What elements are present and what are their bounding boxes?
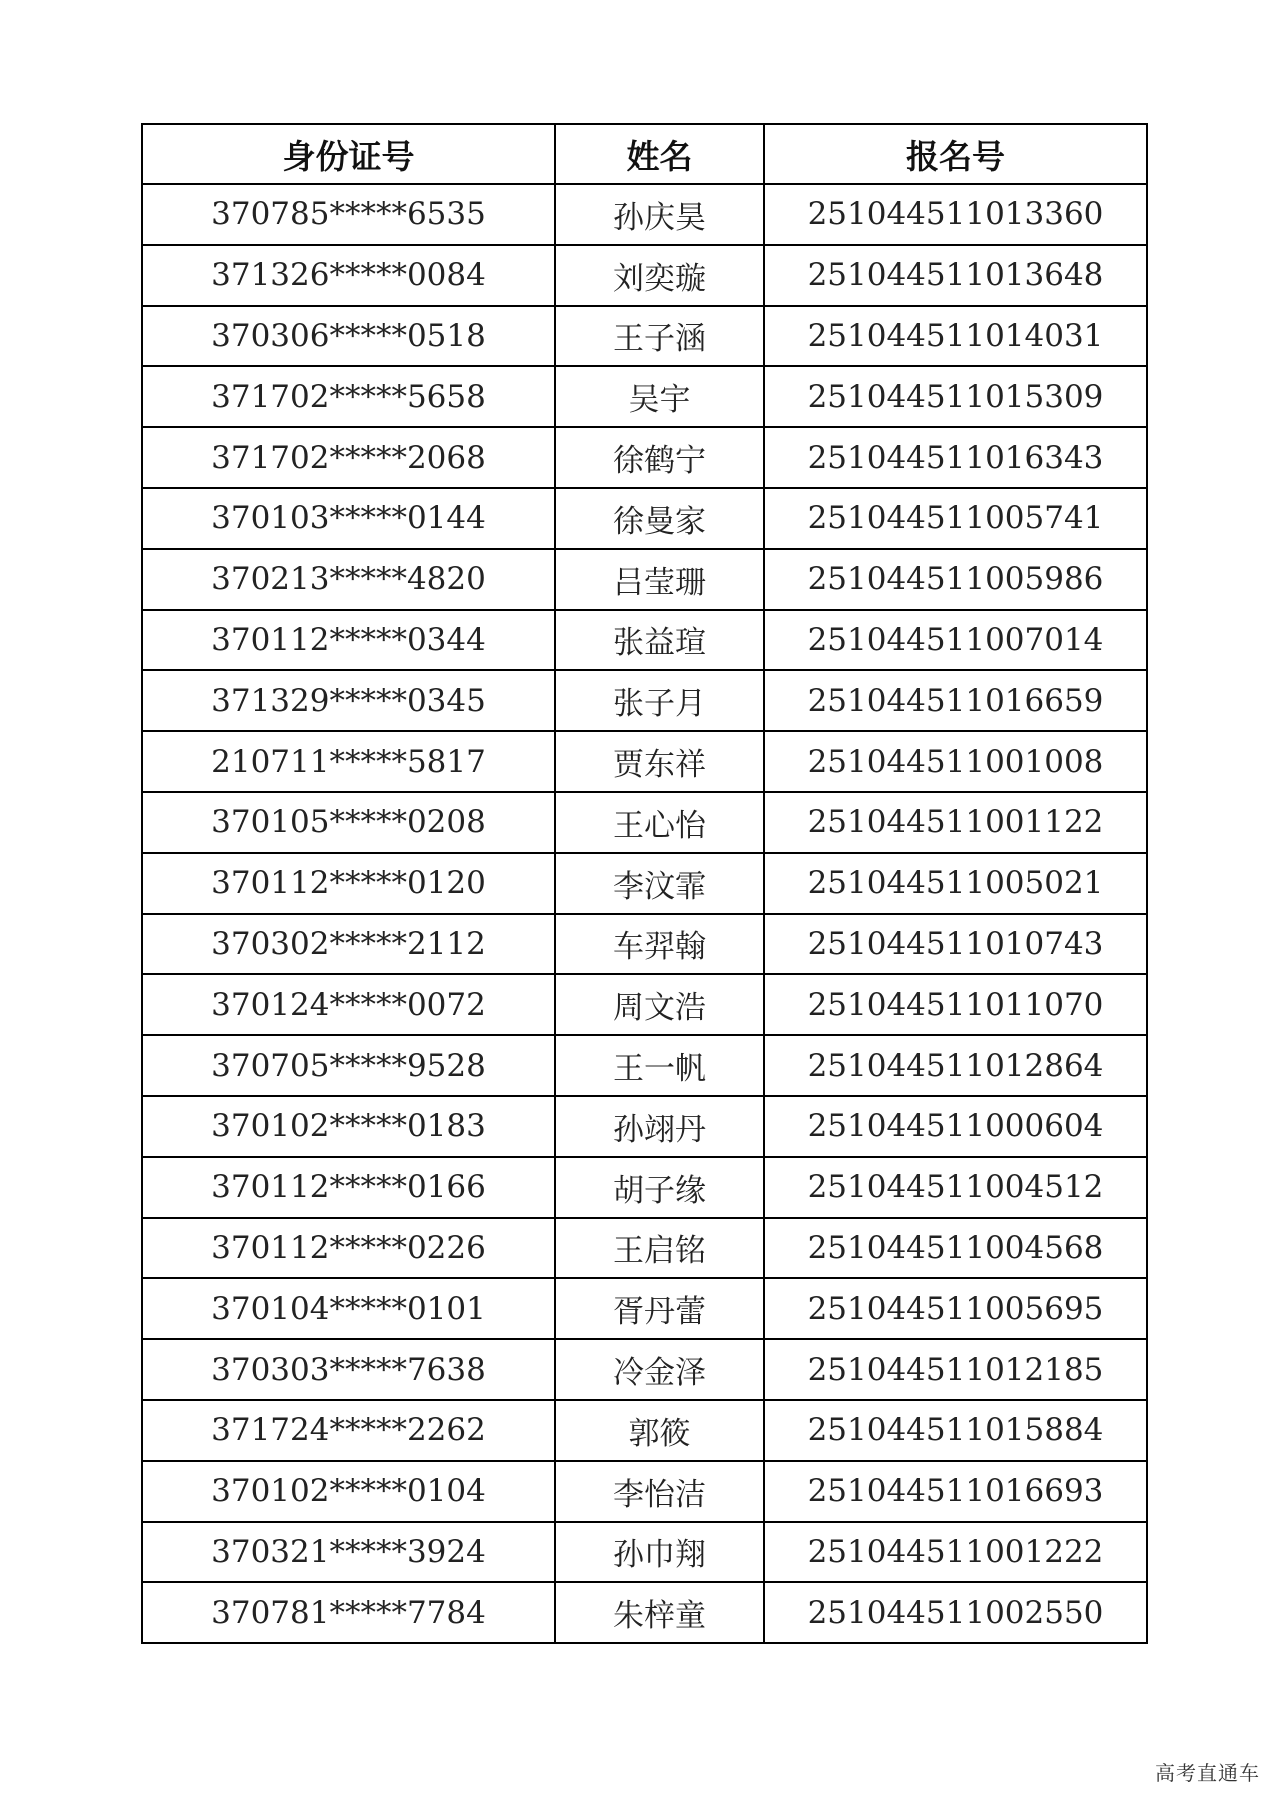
id-number-cell: 370102*****0104 [142, 1461, 555, 1522]
table-row [142, 1339, 1147, 1400]
table-row [142, 1096, 1147, 1157]
table-row [142, 1522, 1147, 1583]
header-registration-number: 报名号 [764, 124, 1147, 184]
name-cell: 吕莹珊 [555, 549, 764, 610]
registration-number-cell: 251044511001008 [764, 731, 1147, 792]
name-cell: 吴宇 [555, 366, 764, 427]
id-number-cell: 371724*****2262 [142, 1400, 555, 1461]
table-row [142, 306, 1147, 367]
table-row [142, 853, 1147, 914]
name-cell: 王启铭 [555, 1218, 764, 1279]
name-cell: 胡子缘 [555, 1157, 764, 1218]
header-name: 姓名 [555, 124, 764, 184]
registration-number-cell: 251044511013648 [764, 245, 1147, 306]
registration-number-cell: 251044511015309 [764, 366, 1147, 427]
name-cell: 孙庆昊 [555, 184, 764, 245]
table-row [142, 731, 1147, 792]
table-body [142, 184, 1147, 1643]
name-cell: 冷金泽 [555, 1339, 764, 1400]
id-number-cell: 370103*****0144 [142, 488, 555, 549]
registration-number-cell: 251044511004512 [764, 1157, 1147, 1218]
table-row [142, 366, 1147, 427]
id-number-cell: 370705*****9528 [142, 1035, 555, 1096]
registration-number-cell: 251044511016693 [764, 1461, 1147, 1522]
id-number-cell: 370321*****3924 [142, 1522, 555, 1583]
name-cell: 朱梓童 [555, 1582, 764, 1643]
registration-number-cell: 251044511005741 [764, 488, 1147, 549]
name-cell: 李怡洁 [555, 1461, 764, 1522]
name-cell: 张子月 [555, 670, 764, 731]
table-row [142, 1035, 1147, 1096]
id-number-cell: 210711*****5817 [142, 731, 555, 792]
name-cell: 王一帆 [555, 1035, 764, 1096]
id-number-cell: 370112*****0226 [142, 1218, 555, 1279]
id-number-cell: 371326*****0084 [142, 245, 555, 306]
table-row [142, 1218, 1147, 1279]
table-row [142, 549, 1147, 610]
name-cell: 张益瑄 [555, 610, 764, 671]
table-row [142, 1278, 1147, 1339]
table-row [142, 610, 1147, 671]
table-row [142, 914, 1147, 975]
id-number-cell: 371329*****0345 [142, 670, 555, 731]
registration-number-cell: 251044511005021 [764, 853, 1147, 914]
name-cell: 徐曼家 [555, 488, 764, 549]
name-cell: 郭筱 [555, 1400, 764, 1461]
watermark-text: 高考直通车 [1155, 1761, 1260, 1785]
name-cell: 周文浩 [555, 974, 764, 1035]
table-row [142, 427, 1147, 488]
name-cell: 胥丹蕾 [555, 1278, 764, 1339]
registration-number-cell: 251044511011070 [764, 974, 1147, 1035]
id-number-cell: 370112*****0166 [142, 1157, 555, 1218]
registration-number-cell: 251044511001122 [764, 792, 1147, 853]
id-number-cell: 370213*****4820 [142, 549, 555, 610]
registration-number-cell: 251044511007014 [764, 610, 1147, 671]
registration-number-cell: 251044511010743 [764, 914, 1147, 975]
table-row [142, 974, 1147, 1035]
table-row [142, 670, 1147, 731]
id-number-cell: 370104*****0101 [142, 1278, 555, 1339]
id-number-cell: 370105*****0208 [142, 792, 555, 853]
table-row [142, 184, 1147, 245]
id-number-cell: 370303*****7638 [142, 1339, 555, 1400]
name-cell: 孙巾翔 [555, 1522, 764, 1583]
registration-number-cell: 251044511004568 [764, 1218, 1147, 1279]
header-id-number: 身份证号 [142, 124, 555, 184]
table-row [142, 1461, 1147, 1522]
id-number-cell: 371702*****5658 [142, 366, 555, 427]
name-cell: 孙翊丹 [555, 1096, 764, 1157]
registration-number-cell: 251044511000604 [764, 1096, 1147, 1157]
name-cell: 王子涵 [555, 306, 764, 367]
id-number-cell: 370102*****0183 [142, 1096, 555, 1157]
name-cell: 刘奕璇 [555, 245, 764, 306]
table-row [142, 488, 1147, 549]
id-number-cell: 370124*****0072 [142, 974, 555, 1035]
registration-number-cell: 251044511002550 [764, 1582, 1147, 1643]
id-number-cell: 370302*****2112 [142, 914, 555, 975]
registration-number-cell: 251044511016343 [764, 427, 1147, 488]
registration-number-cell: 251044511012185 [764, 1339, 1147, 1400]
table-row [142, 245, 1147, 306]
name-cell: 王心怡 [555, 792, 764, 853]
table-header-row [142, 124, 1147, 184]
registration-number-cell: 251044511001222 [764, 1522, 1147, 1583]
registration-number-cell: 251044511005986 [764, 549, 1147, 610]
id-number-cell: 371702*****2068 [142, 427, 555, 488]
registration-number-cell: 251044511014031 [764, 306, 1147, 367]
table-row [142, 1157, 1147, 1218]
name-cell: 车羿翰 [555, 914, 764, 975]
registration-number-cell: 251044511005695 [764, 1278, 1147, 1339]
registration-number-cell: 251044511016659 [764, 670, 1147, 731]
registration-number-cell: 251044511012864 [764, 1035, 1147, 1096]
name-cell: 贾东祥 [555, 731, 764, 792]
table-row [142, 792, 1147, 853]
id-number-cell: 370781*****7784 [142, 1582, 555, 1643]
id-number-cell: 370112*****0344 [142, 610, 555, 671]
table-row [142, 1582, 1147, 1643]
id-number-cell: 370112*****0120 [142, 853, 555, 914]
registration-number-cell: 251044511015884 [764, 1400, 1147, 1461]
table-row [142, 1400, 1147, 1461]
id-number-cell: 370785*****6535 [142, 184, 555, 245]
registration-number-cell: 251044511013360 [764, 184, 1147, 245]
id-number-cell: 370306*****0518 [142, 306, 555, 367]
admission-roster-table [141, 123, 1148, 1644]
name-cell: 李汶霏 [555, 853, 764, 914]
name-cell: 徐鹤宁 [555, 427, 764, 488]
